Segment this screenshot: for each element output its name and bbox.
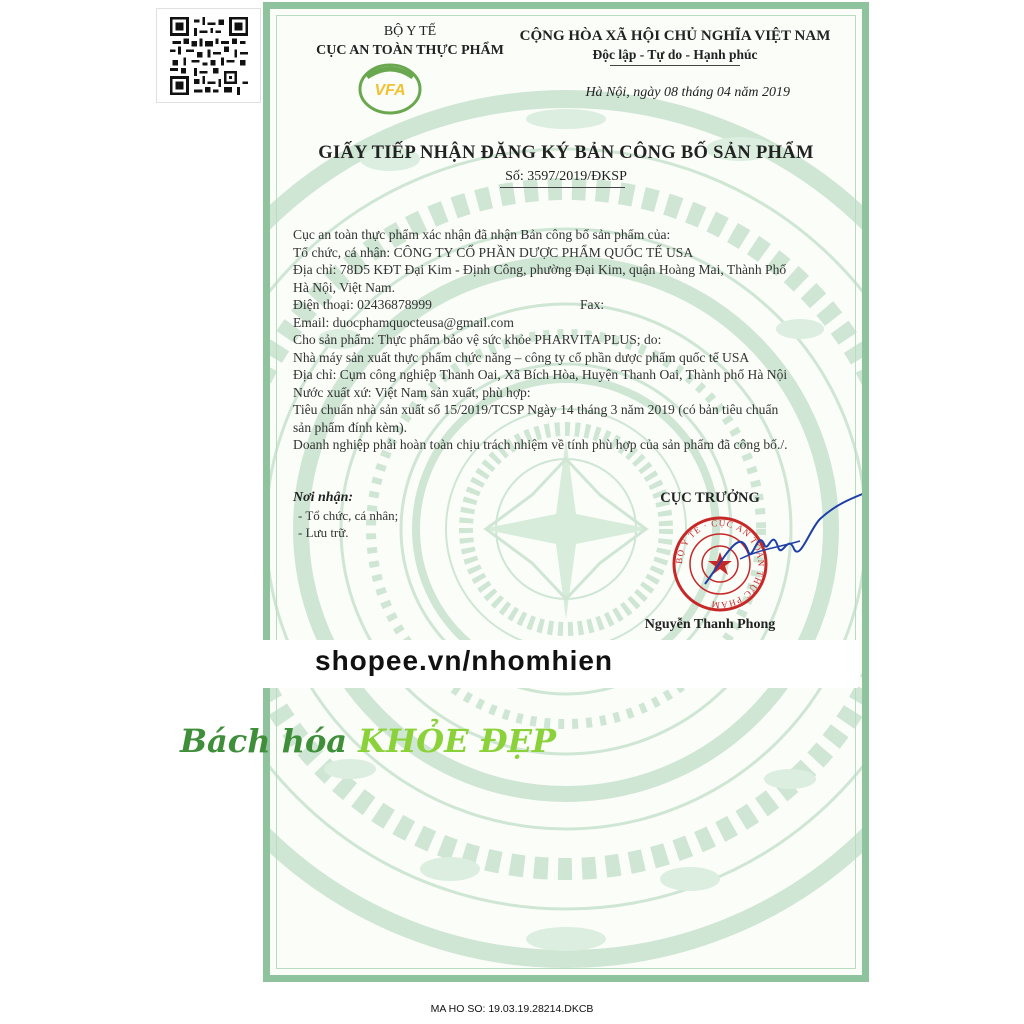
vfa-logo-icon (355, 59, 425, 117)
recipients-list (298, 507, 398, 541)
body-line: Doanh nghiệp phải hoàn toàn chịu trách nhiệm về tính phù hợp của sản phẩm đã công bố./. (293, 437, 788, 452)
national-motto: Độc lập - Tự do - Hạnh phúc (592, 47, 758, 62)
body-line: Địa chỉ: Cụm công nghiệp Thanh Oai, Xã Bích Hòa, Huyện Thanh Oai, Thành phố Hà Nội (293, 367, 788, 382)
signature-icon (700, 489, 869, 599)
body-line: Tiêu chuẩn nhà sản xuất số 15/2019/TCSP Ngày 14 tháng 3 năm 2019 (có bản tiêu chuẩn (293, 402, 779, 417)
signer-name: Nguyễn Thanh Phong (644, 617, 776, 632)
recipient-item: - Lưu trữ. (298, 525, 349, 540)
brand-part-1: Bách hóa (180, 722, 348, 760)
body-line-phone (293, 296, 853, 314)
vfa-logo-text: VFA (374, 82, 406, 99)
document-title: GIẤY TIẾP NHẬN ĐĂNG KÝ BẢN CÔNG BỐ SẢN PHẨM (318, 143, 814, 163)
fax-label: Fax: (580, 297, 605, 312)
shop-banner (208, 640, 858, 688)
ministry-name: BỘ Y TẾ (383, 24, 437, 39)
body-line: Cho sản phẩm: Thực phẩm bảo vệ sức khỏe PHARVITA PLUS; do: (293, 332, 662, 347)
stamp-text: BỘ Y TẾ · CỤC AN TOÀN THỰC PHẨM (673, 517, 767, 611)
director-title: CỤC TRƯỞNG (660, 490, 760, 506)
body-line: Nhà máy sản xuất thực phẩm chức năng – công ty cổ phần dược phẩm quốc tế USA (293, 349, 750, 365)
body-line: Nước xuất xứ: Việt Nam sản xuất, phù hợp: (293, 384, 531, 400)
agency-name: CỤC AN TOÀN THỰC PHẨM (316, 43, 504, 58)
certificate (263, 2, 869, 982)
body-line: Địa chỉ: 78D5 KĐT Đại Kim - Định Công, phường Đại Kim, quận Hoàng Mai, Thành Phố (293, 262, 787, 277)
brand-part-2: KHỎE ĐẸP (358, 722, 557, 760)
qr-code-icon (170, 17, 248, 95)
body-line: Email: duocphamquocteusa@gmail.com (293, 314, 514, 330)
phone-text: Điện thoại: 02436878999 (293, 297, 432, 312)
body-line: Tổ chức, cá nhân: CÔNG TY CỔ PHẦN DƯỢC PHẨM QUỐC TẾ USA (293, 244, 694, 260)
body-line: Cục an toàn thực phẩm xác nhận đã nhận Bản công bố sản phẩm của: (293, 227, 671, 242)
certificate-body (293, 226, 853, 454)
recipients-title: Nơi nhận: (293, 490, 354, 505)
brand-watermark (180, 722, 556, 760)
recipient-item: - Tổ chức, cá nhân; (298, 508, 399, 523)
qr-code (156, 8, 261, 103)
shop-url: shopee.vn/nhomhien (315, 645, 614, 676)
issue-date: Hà Nội, ngày 08 tháng 04 năm 2019 (585, 85, 790, 100)
dossier-code: MA HO SO: 19.03.19.28214.DKCB (430, 1003, 594, 1015)
body-line: Hà Nội, Việt Nam. (293, 279, 395, 295)
body-line: sản phẩm đính kèm). (293, 419, 408, 435)
country-name: CỘNG HÒA XÃ HỘI CHỦ NGHĨA VIỆT NAM (519, 28, 831, 44)
document-number: Số: 3597/2019/ĐKSP (505, 169, 627, 184)
